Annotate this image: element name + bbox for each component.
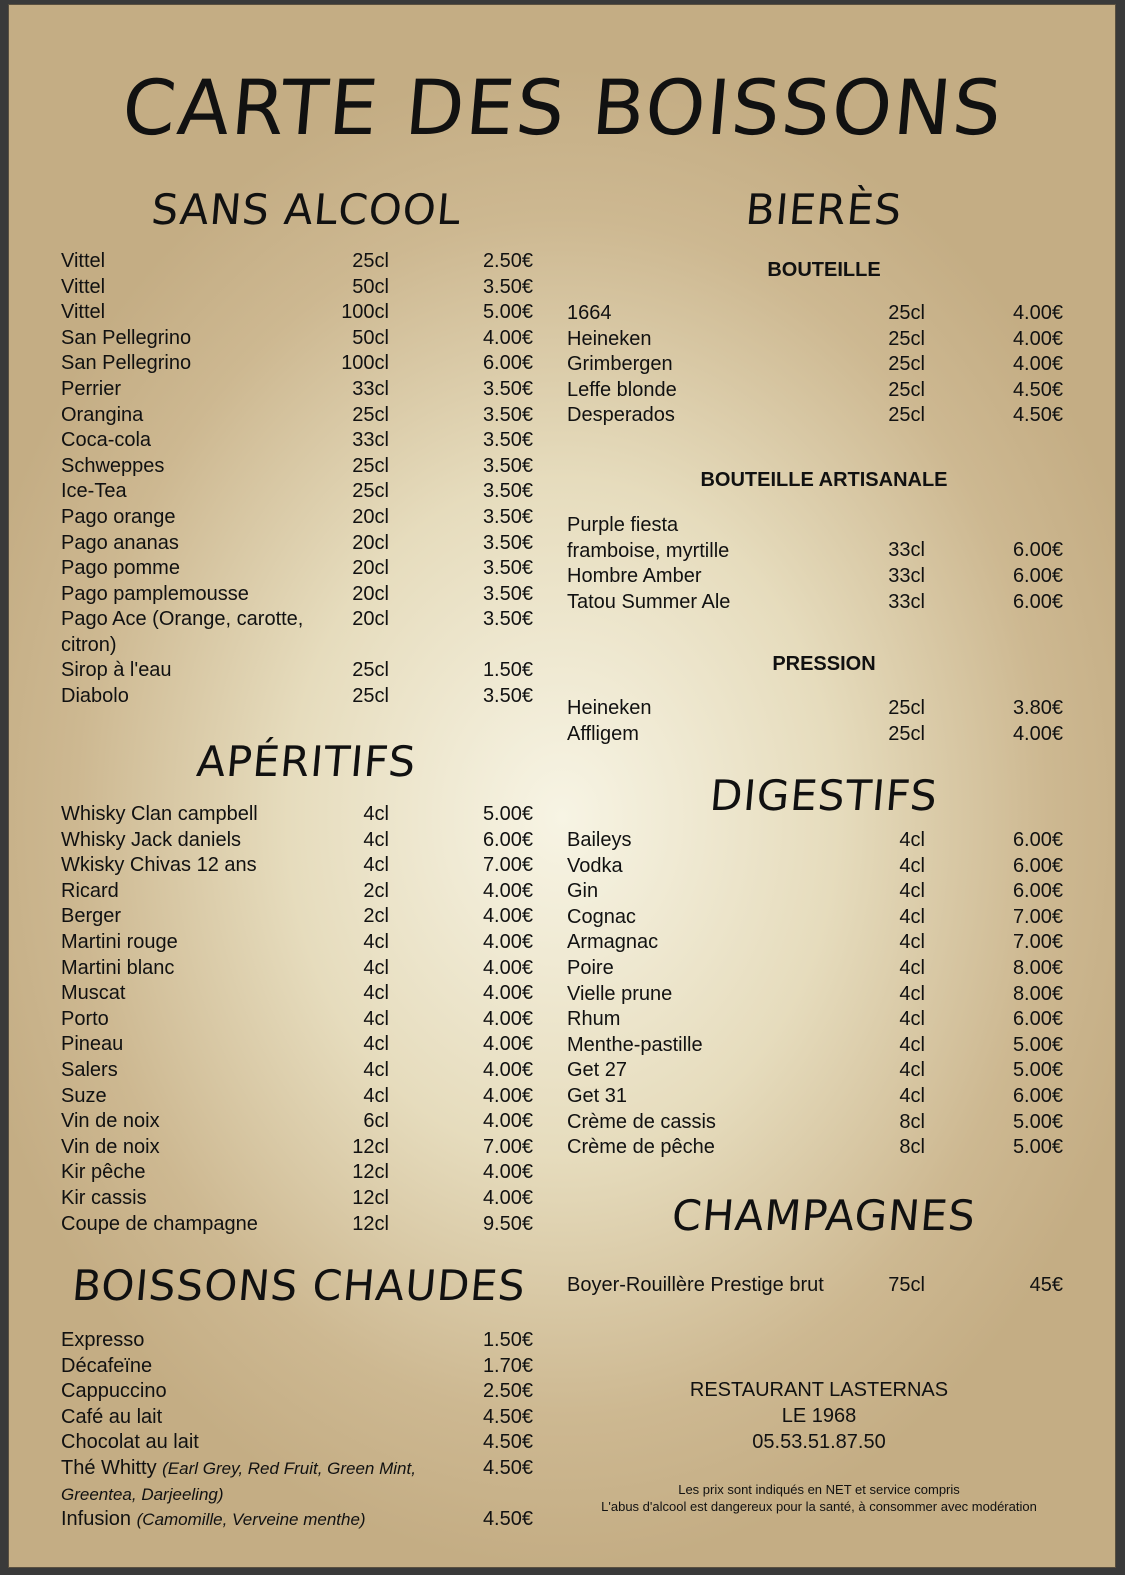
- item-price: 4.00€: [482, 879, 533, 902]
- item-name: Gin: [567, 880, 599, 903]
- item-name: Kir cassis: [61, 1186, 147, 1209]
- item-name: Muscat: [61, 982, 126, 1005]
- menu-item: [567, 1033, 1067, 1059]
- item-price: 6.00€: [482, 828, 533, 851]
- item-name: Chocolat au lait: [61, 1431, 199, 1454]
- item-volume: 33cl: [352, 429, 389, 452]
- item-volume: 2cl: [363, 905, 389, 928]
- item-name: Get 27: [567, 1059, 628, 1082]
- item-price: 6.00€: [1012, 880, 1063, 903]
- item-price: 4.00€: [1012, 353, 1063, 376]
- item-name: Whisky Clan campbell: [61, 803, 258, 825]
- item-name: Expresso: [61, 1329, 145, 1351]
- item-name-with-note: [61, 1456, 421, 1507]
- item-volume: 4cl: [363, 982, 389, 1005]
- menu-item: [61, 582, 541, 608]
- item-price: 4.00€: [482, 930, 533, 953]
- item-volume: 20cl: [352, 557, 389, 580]
- menu-item: [61, 505, 541, 531]
- item-price: 7.00€: [482, 854, 533, 877]
- item-volume: 75cl: [888, 1274, 925, 1296]
- menu-item: [567, 1084, 1067, 1110]
- aperitifs-list: [61, 802, 541, 1237]
- item-name: Vodka: [567, 854, 623, 877]
- item-volume: 4cl: [363, 1033, 389, 1056]
- item-name: Ice-Tea: [61, 480, 127, 503]
- menu-item: [61, 1405, 541, 1431]
- item-name: Leffe blonde: [567, 378, 677, 401]
- section-title-bieres: BIERÈS: [743, 185, 905, 234]
- menu-item: [567, 513, 1067, 564]
- item-volume: 12cl: [352, 1186, 389, 1209]
- item-name: Coca-cola: [61, 429, 152, 452]
- item-volume: 4cl: [363, 828, 389, 851]
- item-price: 1.50€: [482, 1329, 533, 1351]
- item-price: 4.00€: [482, 1033, 533, 1056]
- item-price: 4.50€: [1012, 378, 1063, 401]
- menu-item: [567, 930, 1067, 956]
- item-volume: 25cl: [352, 480, 389, 503]
- item-volume: 4cl: [363, 956, 389, 979]
- item-name: Thé Whitty: [61, 1456, 157, 1479]
- item-volume: 50cl: [352, 275, 389, 298]
- item-name: Purple fiesta framboise, myrtille: [567, 514, 730, 562]
- item-volume: 2cl: [363, 879, 389, 902]
- menu-item: [61, 956, 541, 982]
- item-name: Vittel: [61, 301, 106, 324]
- item-price: 4.00€: [482, 905, 533, 928]
- item-note: (Earl Grey, Red Fruit, Green Mint, Greentea, Darjeeling): [61, 1458, 416, 1504]
- item-volume: 4cl: [899, 905, 925, 928]
- item-volume: 4cl: [899, 1033, 925, 1056]
- section-title-digestifs: DIGESTIFS: [708, 771, 940, 820]
- item-volume: 4cl: [363, 1007, 389, 1030]
- item-name: Desperados: [567, 404, 675, 427]
- item-price: 5.00€: [1012, 1033, 1063, 1056]
- item-price: 6.00€: [482, 352, 533, 375]
- menu-item: [61, 904, 541, 930]
- item-name: Pago ananas: [61, 531, 179, 554]
- item-volume: 25cl: [352, 659, 389, 682]
- footer: [569, 1377, 1069, 1455]
- item-volume: 25cl: [888, 404, 925, 427]
- menu-item: [567, 378, 1067, 404]
- item-price: 4.50€: [482, 1405, 533, 1428]
- item-name: Salers: [61, 1058, 118, 1081]
- item-price: 6.00€: [1012, 854, 1063, 877]
- pression-list: [567, 696, 1067, 747]
- menu-item: [567, 403, 1067, 429]
- item-price: 2.50€: [482, 250, 533, 272]
- item-volume: 4cl: [899, 854, 925, 877]
- item-volume: 33cl: [888, 590, 925, 613]
- item-price: 3.50€: [482, 454, 533, 477]
- menu-item: [61, 1135, 541, 1161]
- item-name: Menthe-pastille: [567, 1033, 703, 1056]
- item-name-with-note: [61, 1507, 421, 1533]
- item-name: Pago Ace (Orange, carotte, citron): [61, 608, 304, 656]
- price-note: Les prix sont indiqués en NET et service compris: [678, 1482, 960, 1497]
- bouteille-list: [567, 301, 1067, 429]
- item-price: 4.50€: [482, 1507, 533, 1530]
- menu-item: [61, 853, 541, 879]
- item-volume: 4cl: [363, 854, 389, 877]
- menu-item: [61, 828, 541, 854]
- menu-item: [61, 454, 541, 480]
- item-name: Affligem: [567, 722, 639, 745]
- item-volume: 4cl: [899, 829, 925, 851]
- item-volume: 50cl: [352, 326, 389, 349]
- item-name: Cognac: [567, 905, 636, 928]
- item-name: Vittel: [61, 250, 106, 272]
- menu-item: [61, 1354, 541, 1380]
- item-volume: 20cl: [352, 608, 389, 631]
- item-name: Rhum: [567, 1008, 621, 1031]
- item-name: Pago pamplemousse: [61, 582, 249, 605]
- item-name: Porto: [61, 1007, 109, 1030]
- menu-item: [61, 1007, 541, 1033]
- menu-item: [567, 722, 1067, 748]
- item-price: 3.50€: [482, 557, 533, 580]
- item-name: Heineken: [567, 697, 652, 719]
- menu-item: [567, 879, 1067, 905]
- menu-item: [567, 956, 1067, 982]
- menu-item: [61, 1507, 541, 1558]
- artisanale-list: [567, 513, 1067, 615]
- menu-item: [61, 377, 541, 403]
- item-volume: 4cl: [899, 956, 925, 979]
- menu-item: [61, 1032, 541, 1058]
- item-volume: 12cl: [352, 1161, 389, 1184]
- menu-item: [61, 531, 541, 557]
- menu-item: [567, 590, 1067, 616]
- item-volume: 25cl: [888, 722, 925, 745]
- section-title-boissons-chaudes: BOISSONS CHAUDES: [70, 1261, 528, 1310]
- champagnes-list: [567, 1273, 1067, 1299]
- item-volume: 25cl: [888, 302, 925, 324]
- item-price: 3.50€: [482, 531, 533, 554]
- menu-item: [61, 607, 541, 658]
- item-price: 7.00€: [1012, 931, 1063, 954]
- menu-item: [567, 1110, 1067, 1136]
- item-price: 4.00€: [482, 326, 533, 349]
- item-name: Heineken: [567, 327, 652, 350]
- item-volume: 25cl: [888, 327, 925, 350]
- menu-item: [61, 351, 541, 377]
- menu-item: [567, 1273, 1067, 1299]
- item-name: Wkisky Chivas 12 ans: [61, 854, 257, 877]
- item-price: 3.50€: [482, 377, 533, 400]
- menu-item: [567, 854, 1067, 880]
- item-name: Hombre Amber: [567, 565, 702, 587]
- item-volume: 8cl: [899, 1136, 925, 1159]
- menu-item: [567, 1007, 1067, 1033]
- menu-item: [61, 275, 541, 301]
- menu-item: [61, 1109, 541, 1135]
- item-name: Boyer-Rouillère Prestige brut: [567, 1274, 824, 1296]
- menu-item: [567, 301, 1067, 327]
- menu-item: [61, 403, 541, 429]
- item-price: 3.50€: [482, 505, 533, 528]
- item-price: 4.00€: [482, 1161, 533, 1184]
- item-volume: 25cl: [352, 454, 389, 477]
- item-volume: 25cl: [888, 697, 925, 719]
- menu-item: [61, 479, 541, 505]
- item-name: Cappuccino: [61, 1380, 167, 1403]
- item-price: 4.50€: [1012, 404, 1063, 427]
- item-name: Martini blanc: [61, 956, 175, 979]
- item-name: Café au lait: [61, 1405, 163, 1428]
- item-volume: 4cl: [899, 1084, 925, 1107]
- item-volume: 20cl: [352, 531, 389, 554]
- item-volume: 33cl: [352, 377, 389, 400]
- boissons-chaudes-list: [61, 1328, 541, 1558]
- item-name: Pago orange: [61, 505, 176, 528]
- item-volume: 25cl: [352, 684, 389, 707]
- item-price: 7.00€: [482, 1135, 533, 1158]
- item-volume: 25cl: [888, 378, 925, 401]
- menu-item: [567, 352, 1067, 378]
- item-price: 4.00€: [482, 956, 533, 979]
- item-name: Berger: [61, 905, 122, 928]
- item-name: Baileys: [567, 829, 632, 851]
- menu-item: [567, 564, 1067, 590]
- item-name: 1664: [567, 302, 612, 324]
- item-name: Suze: [61, 1084, 107, 1107]
- item-price: 3.50€: [482, 608, 533, 631]
- item-volume: 4cl: [899, 1059, 925, 1082]
- item-name: Ricard: [61, 879, 119, 902]
- menu-item: [61, 249, 541, 275]
- item-name: Diabolo: [61, 684, 129, 707]
- menu-item: [61, 684, 541, 710]
- menu-item: [61, 556, 541, 582]
- menu-item: [567, 1058, 1067, 1084]
- menu-item: [61, 300, 541, 326]
- item-price: 3.50€: [482, 684, 533, 707]
- item-volume: 4cl: [899, 1008, 925, 1031]
- item-name: Armagnac: [567, 931, 659, 954]
- menu-item: [61, 1084, 541, 1110]
- item-volume: 4cl: [899, 931, 925, 954]
- menu-item: [61, 1456, 541, 1507]
- item-volume: 20cl: [352, 582, 389, 605]
- item-name: San Pellegrino: [61, 352, 192, 375]
- menu-item: [61, 1186, 541, 1212]
- item-price: 5.00€: [482, 803, 533, 825]
- item-price: 6.00€: [1012, 829, 1063, 851]
- item-price: 5.00€: [1012, 1110, 1063, 1133]
- menu-item: [61, 326, 541, 352]
- item-price: 4.00€: [482, 1186, 533, 1209]
- item-name: Infusion: [61, 1507, 132, 1530]
- section-title-champagnes: CHAMPAGNES: [670, 1191, 978, 1240]
- menu-item: [61, 879, 541, 905]
- menu-item: [61, 1430, 541, 1456]
- menu-page: [8, 4, 1116, 1568]
- item-volume: 100cl: [341, 301, 389, 324]
- item-price: 5.00€: [482, 301, 533, 324]
- item-volume: 12cl: [352, 1212, 389, 1235]
- item-price: 3.50€: [482, 429, 533, 452]
- item-volume: 4cl: [363, 930, 389, 953]
- menu-item: [567, 1135, 1067, 1161]
- item-price: 4.00€: [482, 1110, 533, 1133]
- item-price: 4.50€: [482, 1431, 533, 1454]
- menu-item: [567, 327, 1067, 353]
- item-volume: 4cl: [363, 803, 389, 825]
- alcohol-warning: L'abus d'alcool est dangereux pour la santé, à consommer avec modération: [601, 1499, 1037, 1514]
- item-volume: 6cl: [363, 1110, 389, 1133]
- menu-item: [61, 981, 541, 1007]
- item-price: 4.50€: [482, 1456, 533, 1479]
- menu-item: [567, 982, 1067, 1008]
- menu-item: [61, 658, 541, 684]
- item-price: 1.50€: [482, 659, 533, 682]
- item-price: 6.00€: [1012, 539, 1063, 561]
- menu-item: [61, 1379, 541, 1405]
- item-price: 6.00€: [1012, 565, 1063, 587]
- item-name: Vittel: [61, 275, 106, 298]
- item-volume: 25cl: [352, 403, 389, 426]
- item-price: 3.50€: [482, 480, 533, 503]
- footer-notes: [549, 1481, 1089, 1515]
- menu-item: [61, 1058, 541, 1084]
- item-price: 3.50€: [482, 582, 533, 605]
- menu-item: [61, 1328, 541, 1354]
- sans-alcool-list: [61, 249, 541, 710]
- item-price: 6.00€: [1012, 1008, 1063, 1031]
- menu-item: [567, 828, 1067, 854]
- subsection-bouteille: BOUTEILLE: [767, 259, 881, 281]
- item-volume: 25cl: [352, 250, 389, 272]
- menu-item: [61, 930, 541, 956]
- menu-item: [567, 905, 1067, 931]
- item-volume: 4cl: [363, 1084, 389, 1107]
- item-name: Coupe de champagne: [61, 1212, 258, 1235]
- item-name: Vin de noix: [61, 1135, 160, 1158]
- item-name: San Pellegrino: [61, 326, 192, 349]
- item-price: 5.00€: [1012, 1059, 1063, 1082]
- item-name: Whisky Jack daniels: [61, 828, 242, 851]
- item-name: Vielle prune: [567, 982, 673, 1005]
- restaurant-phone: 05.53.51.87.50: [752, 1431, 886, 1453]
- item-price: 4.00€: [482, 1058, 533, 1081]
- menu-item: [567, 696, 1067, 722]
- menu-item: [61, 802, 541, 828]
- subsection-pression: PRESSION: [772, 653, 876, 675]
- item-volume: 12cl: [352, 1135, 389, 1158]
- item-price: 4.00€: [482, 982, 533, 1005]
- item-price: 4.00€: [1012, 327, 1063, 350]
- item-note: (Camomille, Verveine menthe): [136, 1509, 366, 1529]
- item-price: 45€: [1029, 1274, 1063, 1296]
- item-price: 4.00€: [482, 1084, 533, 1107]
- item-volume: 33cl: [888, 539, 925, 561]
- item-name: Crème de cassis: [567, 1110, 716, 1133]
- item-name: Schweppes: [61, 454, 165, 477]
- item-volume: 100cl: [341, 352, 389, 375]
- item-price: 6.00€: [1012, 590, 1063, 613]
- item-price: 9.50€: [482, 1212, 533, 1235]
- section-title-sans-alcool: SANS ALCOOL: [149, 185, 464, 234]
- item-price: 4.00€: [482, 1007, 533, 1030]
- item-name: Crème de pêche: [567, 1136, 715, 1159]
- item-name: Kir pêche: [61, 1161, 146, 1184]
- item-name: Vin de noix: [61, 1110, 160, 1133]
- item-name: Martini rouge: [61, 930, 178, 953]
- section-title-aperitifs: APÉRITIFS: [194, 737, 419, 786]
- restaurant-name: RESTAURANT LASTERNAS: [689, 1379, 949, 1401]
- item-volume: 8cl: [899, 1110, 925, 1133]
- item-volume: 4cl: [899, 880, 925, 903]
- item-name: Décafeïne: [61, 1354, 153, 1377]
- item-name: Get 31: [567, 1084, 628, 1107]
- item-name: Grimbergen: [567, 353, 673, 376]
- item-name: Pago pomme: [61, 557, 180, 580]
- item-price: 3.50€: [482, 275, 533, 298]
- item-volume: 20cl: [352, 505, 389, 528]
- item-name: Tatou Summer Ale: [567, 590, 731, 613]
- item-name: Orangina: [61, 403, 144, 426]
- item-price: 7.00€: [1012, 905, 1063, 928]
- menu-item: [61, 1160, 541, 1186]
- menu-item: [61, 1212, 541, 1238]
- item-volume: 25cl: [888, 353, 925, 376]
- item-name: Poire: [567, 956, 614, 979]
- item-volume: 4cl: [899, 982, 925, 1005]
- item-price: 8.00€: [1012, 982, 1063, 1005]
- item-price: 5.00€: [1012, 1136, 1063, 1159]
- item-price: 6.00€: [1012, 1084, 1063, 1107]
- item-price: 2.50€: [482, 1380, 533, 1403]
- page-title: CARTE DES BOISSONS: [118, 63, 1008, 152]
- item-price: 4.00€: [1012, 302, 1063, 324]
- item-name: Sirop à l'eau: [61, 659, 172, 682]
- restaurant-address: LE 1968: [781, 1405, 857, 1427]
- item-volume: 4cl: [363, 1058, 389, 1081]
- item-price: 3.50€: [482, 403, 533, 426]
- item-volume: 33cl: [888, 565, 925, 587]
- subsection-bouteille-artisanale: BOUTEILLE ARTISANALE: [700, 469, 948, 491]
- item-price: 4.00€: [1012, 722, 1063, 745]
- item-name: Pineau: [61, 1033, 124, 1056]
- item-price: 8.00€: [1012, 956, 1063, 979]
- item-price: 3.80€: [1012, 697, 1063, 719]
- item-name: Perrier: [61, 377, 122, 400]
- menu-item: [61, 428, 541, 454]
- item-price: 1.70€: [482, 1354, 533, 1377]
- digestifs-list: [567, 828, 1067, 1161]
